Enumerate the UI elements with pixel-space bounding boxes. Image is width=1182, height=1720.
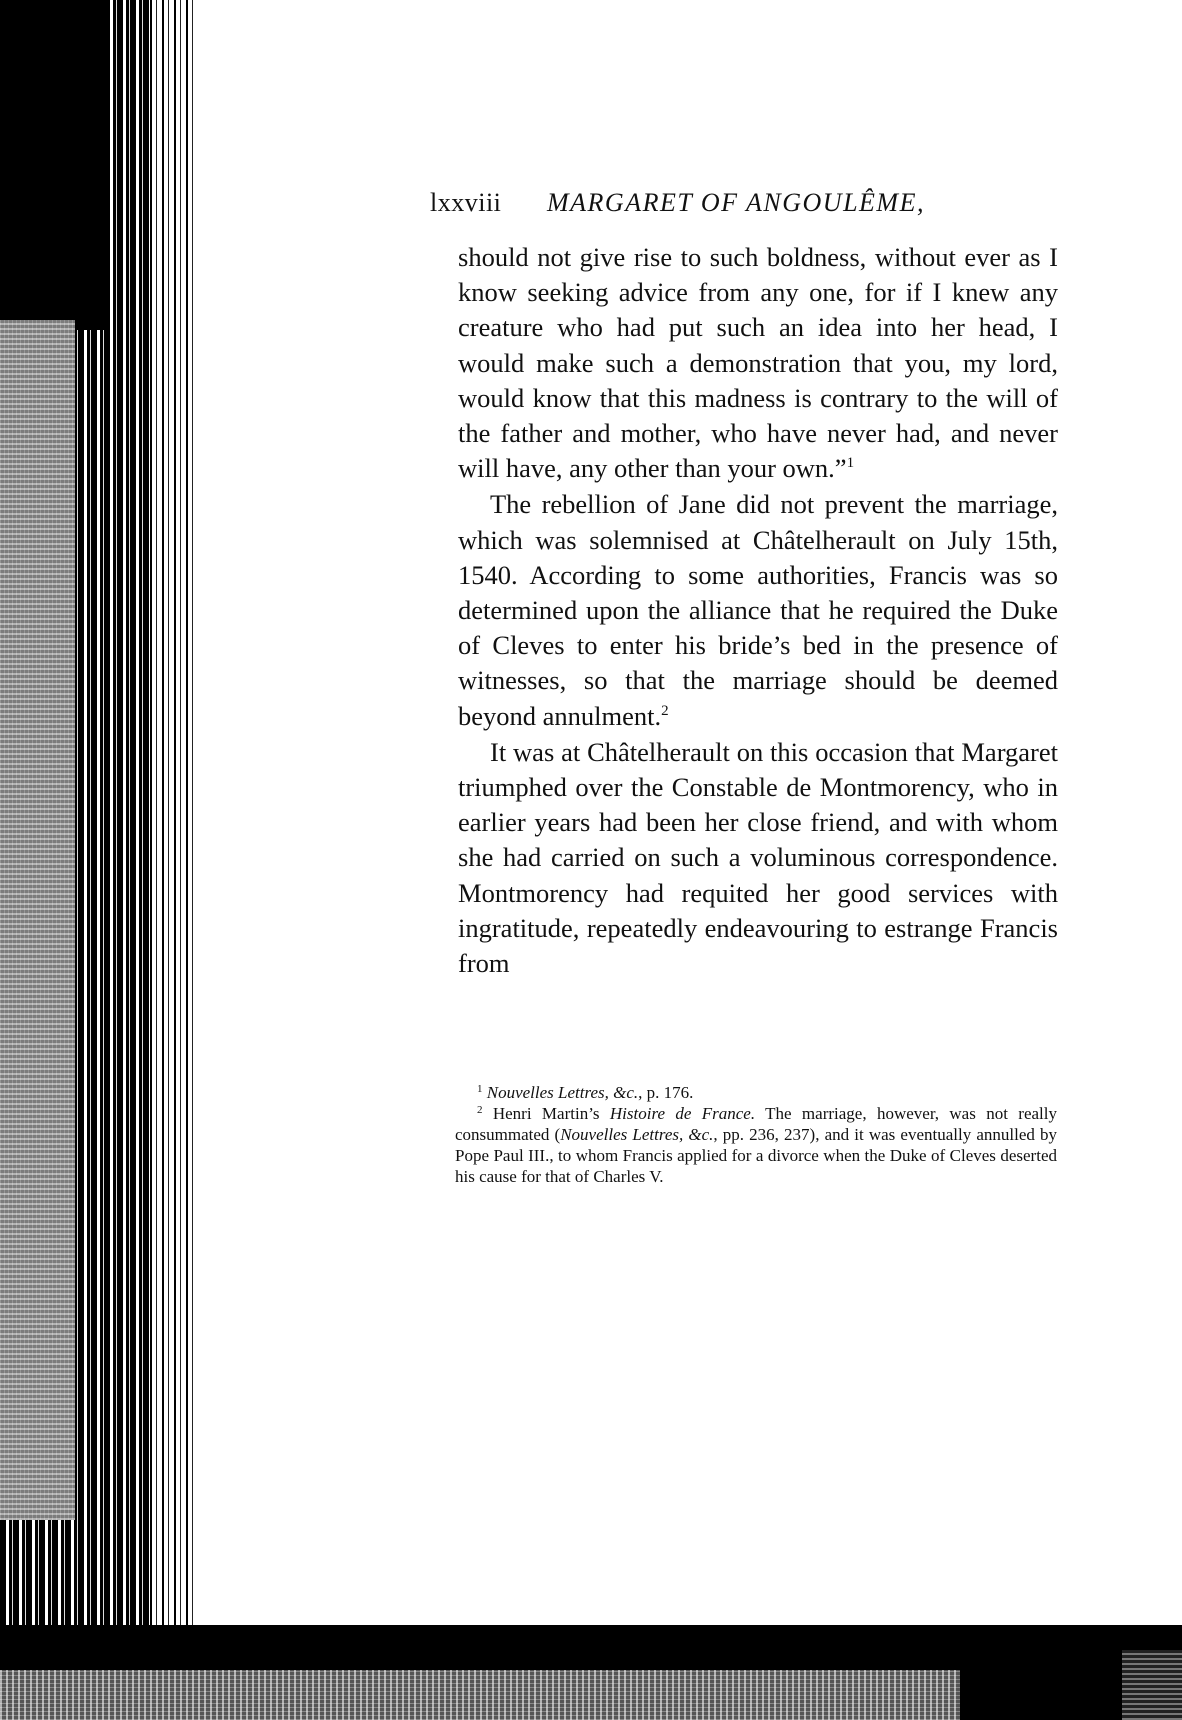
body-text xyxy=(458,240,1058,981)
running-head xyxy=(430,188,1070,218)
footnote-2-rest: , pp. 236, 237), and it was eventually annulled by Pope Paul III., to whom Francis applied for a divorce when the Duke of Cleves deserted his cause for that of Charles V. xyxy=(455,1125,1057,1186)
footnote-1-number: 1 xyxy=(477,1083,483,1095)
footnote-2 xyxy=(455,1103,1057,1187)
page-number: lxxviii xyxy=(430,188,502,217)
footnote-2-lead: Henri Martin’s xyxy=(492,1104,610,1123)
paragraph-1 xyxy=(458,240,1058,486)
footnote-2-work: Histoire de France. xyxy=(609,1104,756,1123)
footnote-2-mid: The marriage, however, was not really consummated ( xyxy=(455,1104,1057,1144)
footnote-1 xyxy=(455,1082,1057,1103)
footnotes xyxy=(455,1082,1057,1187)
running-title: MARGARET OF ANGOULÊME, xyxy=(547,188,925,217)
footnote-1-work: Nouvelles Lettres, &c. xyxy=(486,1083,639,1102)
paragraph-1-text: should not give rise to such boldness, without ever as I know seeking advice from any one, for if I knew any creature who had put such an idea into her head, I would make such a demonstration that you, my lord, would know that this madness is contrary to the will of the father and mother, who have never had, and never will have, any other than your own.” xyxy=(458,242,1058,484)
paragraph-2 xyxy=(458,487,1058,733)
footnote-1-rest: , p. 176. xyxy=(638,1083,694,1102)
paragraph-3-text: It was at Châtelherault on this occasion that Margaret triumphed over the Constable de Montmorency, who in earlier years had been her close friend, and with whom she had carried on such a voluminous correspondence. Montmorency had requited her good services with ingratitude, repeatedly endeavouring to estrange Francis from xyxy=(458,736,1058,979)
paragraph-2-text: The rebellion of Jane did not prevent the marriage, which was solemnised at Châtelherault on July 15th, 1540. According to some authorities, Francis was so determined upon the alliance that he required the Duke of Cleves to enter his bride’s bed in the presence of witnesses, so that the marriage should be deemed beyond annulment. xyxy=(458,489,1058,731)
footnote-2-work2: Nouvelles Lettres, &c. xyxy=(560,1125,714,1144)
footnote-ref-1: 1 xyxy=(846,455,855,472)
footnote-ref-2: 2 xyxy=(661,702,669,719)
paragraph-3 xyxy=(458,735,1058,981)
footnote-2-number: 2 xyxy=(477,1104,483,1116)
